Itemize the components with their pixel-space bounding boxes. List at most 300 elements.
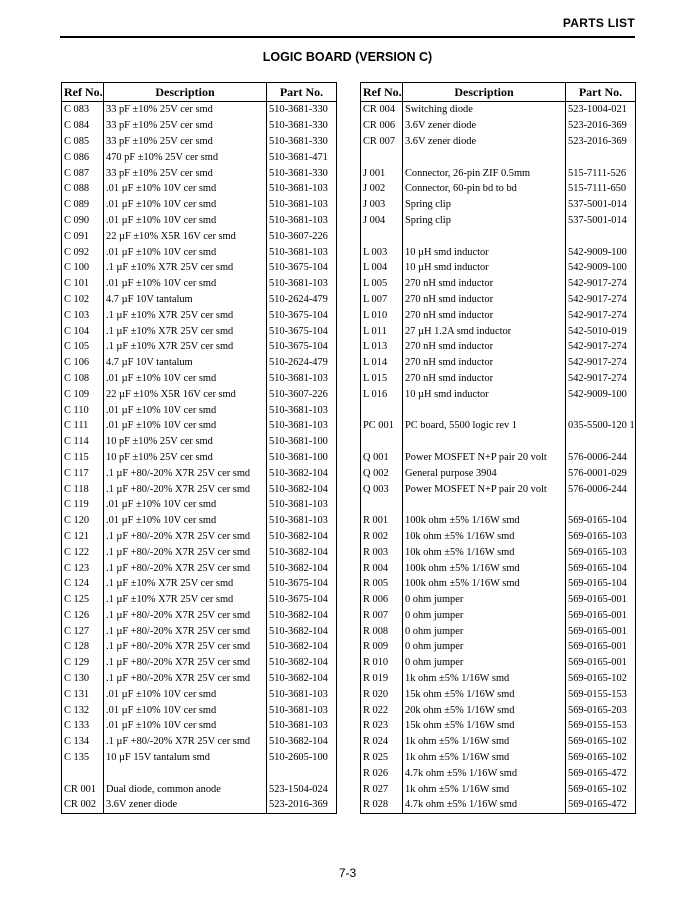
part-no-cell: 510-3681-103 <box>267 276 337 292</box>
description-cell: 15k ohm ±5% 1/16W smd <box>403 686 566 702</box>
description-cell <box>403 149 566 165</box>
part-no-cell <box>566 497 636 513</box>
ref-no-cell: C 129 <box>62 655 104 671</box>
table-row <box>62 497 337 513</box>
ref-no-cell: C 134 <box>62 734 104 750</box>
ref-no-cell: R 003 <box>361 544 403 560</box>
table-row <box>361 292 636 308</box>
table-row <box>62 639 337 655</box>
table-row <box>62 686 337 702</box>
ref-no-header: Ref No. <box>361 83 403 102</box>
table-row <box>361 481 636 497</box>
part-no-cell: 537-5001-014 <box>566 213 636 229</box>
ref-no-cell: C 109 <box>62 386 104 402</box>
description-cell: .01 µF ±10% 10V cer smd <box>104 276 267 292</box>
ref-no-cell: R 026 <box>361 765 403 781</box>
table-row <box>62 465 337 481</box>
table-row <box>62 718 337 734</box>
part-no-cell: 542-9009-100 <box>566 260 636 276</box>
part-no-cell: 569-0165-472 <box>566 765 636 781</box>
ref-no-cell: C 127 <box>62 623 104 639</box>
table-row <box>62 307 337 323</box>
description-cell: 4.7 µF 10V tantalum <box>104 292 267 308</box>
description-cell: 33 pF ±10% 25V cer smd <box>104 118 267 134</box>
part-no-cell: 542-9017-274 <box>566 355 636 371</box>
table-row <box>361 323 636 339</box>
ref-no-cell: C 102 <box>62 292 104 308</box>
description-cell: 1k ohm ±5% 1/16W smd <box>403 734 566 750</box>
table-row <box>62 102 337 118</box>
ref-no-cell: C 124 <box>62 576 104 592</box>
section-title: PARTS LIST <box>562 16 635 30</box>
description-cell <box>403 402 566 418</box>
table-row <box>361 686 636 702</box>
description-cell: 3.6V zener diode <box>403 134 566 150</box>
ref-no-cell: R 027 <box>361 781 403 797</box>
table-row <box>361 513 636 529</box>
table-row <box>62 213 337 229</box>
part-no-cell: 569-0165-102 <box>566 734 636 750</box>
table-row <box>361 228 636 244</box>
part-no-cell: 510-3682-104 <box>267 639 337 655</box>
table-header-row <box>361 83 636 102</box>
description-cell: .1 µF +80/-20% X7R 25V cer smd <box>104 560 267 576</box>
description-cell: .1 µF +80/-20% X7R 25V cer smd <box>104 623 267 639</box>
table-row <box>62 418 337 434</box>
table-row <box>62 655 337 671</box>
part-no-cell: 510-3682-104 <box>267 671 337 687</box>
ref-no-cell: L 010 <box>361 307 403 323</box>
description-cell: .01 µF ±10% 10V cer smd <box>104 402 267 418</box>
ref-no-cell: R 007 <box>361 608 403 624</box>
description-cell: .1 µF +80/-20% X7R 25V cer smd <box>104 655 267 671</box>
table-row <box>62 260 337 276</box>
description-cell: 22 µF ±10% X5R 16V cer smd <box>104 386 267 402</box>
part-no-cell: 510-3675-104 <box>267 576 337 592</box>
table-row <box>361 734 636 750</box>
table-row <box>361 386 636 402</box>
table-row <box>62 608 337 624</box>
description-cell: 4.7k ohm ±5% 1/16W smd <box>403 797 566 813</box>
ref-no-cell: CR 004 <box>361 102 403 118</box>
description-cell: 22 µF ±10% X5R 16V cer smd <box>104 228 267 244</box>
table-row <box>361 497 636 513</box>
part-no-cell: 515-7111-650 <box>566 181 636 197</box>
description-cell <box>104 765 267 781</box>
description-cell: Spring clip <box>403 197 566 213</box>
table-row <box>62 450 337 466</box>
table-row <box>361 165 636 181</box>
part-no-cell: 542-9009-100 <box>566 386 636 402</box>
part-no-cell: 537-5001-014 <box>566 197 636 213</box>
part-no-cell: 576-0006-244 <box>566 481 636 497</box>
parts-table-right <box>360 82 636 814</box>
part-no-cell: 569-0155-153 <box>566 686 636 702</box>
description-cell: 10k ohm ±5% 1/16W smd <box>403 529 566 545</box>
ref-no-header: Ref No. <box>62 83 104 102</box>
description-cell: 27 µH 1.2A smd inductor <box>403 323 566 339</box>
ref-no-cell: L 016 <box>361 386 403 402</box>
table-row <box>62 292 337 308</box>
table-row <box>361 371 636 387</box>
ref-no-cell: C 120 <box>62 513 104 529</box>
part-no-cell: 510-2624-479 <box>267 292 337 308</box>
table-row <box>361 671 636 687</box>
ref-no-cell: Q 003 <box>361 481 403 497</box>
table-row <box>62 781 337 797</box>
ref-no-cell: C 125 <box>62 592 104 608</box>
description-cell: .1 µF +80/-20% X7R 25V cer smd <box>104 544 267 560</box>
ref-no-cell: L 015 <box>361 371 403 387</box>
table-row <box>62 481 337 497</box>
ref-no-cell: R 023 <box>361 718 403 734</box>
table-header-row <box>62 83 337 102</box>
ref-no-cell: C 135 <box>62 750 104 766</box>
part-no-cell: 542-9017-274 <box>566 339 636 355</box>
part-no-cell: 569-0165-001 <box>566 592 636 608</box>
part-no-cell: 510-3675-104 <box>267 307 337 323</box>
table-row <box>62 197 337 213</box>
table-row <box>361 355 636 371</box>
table-row <box>62 702 337 718</box>
ref-no-cell <box>361 149 403 165</box>
description-cell: .01 µF ±10% 10V cer smd <box>104 702 267 718</box>
table-row <box>62 181 337 197</box>
part-no-header: Part No. <box>566 83 636 102</box>
ref-no-cell: C 088 <box>62 181 104 197</box>
table-row <box>62 339 337 355</box>
part-no-cell: 569-0165-104 <box>566 513 636 529</box>
part-no-cell: 510-3682-104 <box>267 734 337 750</box>
table-row <box>361 529 636 545</box>
part-no-cell: 510-3607-226 <box>267 228 337 244</box>
part-no-cell: 576-0001-029 <box>566 465 636 481</box>
description-cell <box>403 434 566 450</box>
part-no-cell: 510-3675-104 <box>267 260 337 276</box>
ref-no-cell: R 024 <box>361 734 403 750</box>
part-no-cell: 542-9017-274 <box>566 276 636 292</box>
part-no-cell: 510-3681-330 <box>267 165 337 181</box>
part-no-cell <box>566 228 636 244</box>
ref-no-cell: C 092 <box>62 244 104 260</box>
ref-no-cell: PC 001 <box>361 418 403 434</box>
part-no-cell: 510-3681-103 <box>267 702 337 718</box>
ref-no-cell: R 002 <box>361 529 403 545</box>
table-row <box>62 734 337 750</box>
description-cell: .01 µF ±10% 10V cer smd <box>104 497 267 513</box>
description-cell: 33 pF ±10% 25V cer smd <box>104 134 267 150</box>
table-row <box>62 544 337 560</box>
part-no-cell: 523-1504-024 <box>267 781 337 797</box>
description-cell: 0 ohm jumper <box>403 592 566 608</box>
description-cell: .1 µF +80/-20% X7R 25V cer smd <box>104 465 267 481</box>
part-no-cell: 510-3682-104 <box>267 623 337 639</box>
table-row <box>62 750 337 766</box>
part-no-header: Part No. <box>267 83 337 102</box>
description-cell: Spring clip <box>403 213 566 229</box>
description-cell: 33 pF ±10% 25V cer smd <box>104 102 267 118</box>
table-row <box>361 450 636 466</box>
table-row <box>361 213 636 229</box>
description-cell: 10 µH smd inductor <box>403 260 566 276</box>
description-header: Description <box>403 83 566 102</box>
part-no-cell: 510-3681-103 <box>267 686 337 702</box>
table-row <box>361 750 636 766</box>
table-row <box>361 639 636 655</box>
description-cell: 10 pF ±10% 25V cer smd <box>104 434 267 450</box>
ref-no-cell: J 004 <box>361 213 403 229</box>
description-cell: 0 ohm jumper <box>403 623 566 639</box>
ref-no-cell <box>361 497 403 513</box>
ref-no-cell: R 028 <box>361 797 403 813</box>
ref-no-cell: L 007 <box>361 292 403 308</box>
description-cell: .01 µF ±10% 10V cer smd <box>104 213 267 229</box>
ref-no-cell: C 085 <box>62 134 104 150</box>
table-row <box>62 765 337 781</box>
part-no-cell: 510-3681-103 <box>267 181 337 197</box>
table-row <box>62 402 337 418</box>
table-row <box>361 134 636 150</box>
table-row <box>361 465 636 481</box>
description-cell: .01 µF ±10% 10V cer smd <box>104 371 267 387</box>
table-row <box>62 434 337 450</box>
description-cell: 0 ohm jumper <box>403 608 566 624</box>
description-cell: 4.7 µF 10V tantalum <box>104 355 267 371</box>
part-no-cell: 510-3682-104 <box>267 608 337 624</box>
ref-no-cell: C 126 <box>62 608 104 624</box>
part-no-cell: 510-3681-100 <box>267 434 337 450</box>
ref-no-cell: R 008 <box>361 623 403 639</box>
part-no-cell: 510-2605-100 <box>267 750 337 766</box>
description-cell: 10k ohm ±5% 1/16W smd <box>403 544 566 560</box>
description-cell: 10 µH smd inductor <box>403 244 566 260</box>
table-row <box>361 560 636 576</box>
description-cell <box>403 497 566 513</box>
description-cell: .1 µF +80/-20% X7R 25V cer smd <box>104 529 267 545</box>
part-no-cell: 510-3682-104 <box>267 481 337 497</box>
description-cell: Switching diode <box>403 102 566 118</box>
ref-no-cell <box>361 228 403 244</box>
ref-no-cell: C 118 <box>62 481 104 497</box>
part-no-cell: 515-7111-526 <box>566 165 636 181</box>
description-cell: .1 µF +80/-20% X7R 25V cer smd <box>104 481 267 497</box>
part-no-cell: 569-0165-104 <box>566 576 636 592</box>
part-no-cell: 569-0165-001 <box>566 655 636 671</box>
ref-no-cell: R 005 <box>361 576 403 592</box>
part-no-cell: 510-3682-104 <box>267 655 337 671</box>
ref-no-cell: C 115 <box>62 450 104 466</box>
part-no-cell: 510-3607-226 <box>267 386 337 402</box>
part-no-cell: 569-0165-001 <box>566 608 636 624</box>
part-no-cell: 510-3675-104 <box>267 592 337 608</box>
table-row <box>361 244 636 260</box>
description-cell: 10 µF 15V tantalum smd <box>104 750 267 766</box>
description-cell: 10 µH smd inductor <box>403 386 566 402</box>
table-row <box>62 355 337 371</box>
ref-no-cell <box>62 765 104 781</box>
part-no-cell <box>566 434 636 450</box>
table-row <box>361 276 636 292</box>
ref-no-cell: R 004 <box>361 560 403 576</box>
ref-no-cell: C 128 <box>62 639 104 655</box>
part-no-cell: 542-5010-019 <box>566 323 636 339</box>
part-no-cell <box>566 149 636 165</box>
table-row <box>62 529 337 545</box>
part-no-cell: 510-3675-104 <box>267 323 337 339</box>
ref-no-cell: C 105 <box>62 339 104 355</box>
table-row <box>361 576 636 592</box>
description-cell: .01 µF ±10% 10V cer smd <box>104 244 267 260</box>
description-cell: .1 µF +80/-20% X7R 25V cer smd <box>104 734 267 750</box>
ref-no-cell: R 019 <box>361 671 403 687</box>
description-cell: .1 µF +80/-20% X7R 25V cer smd <box>104 671 267 687</box>
part-no-cell: 510-3682-104 <box>267 560 337 576</box>
part-no-cell: 510-3681-330 <box>267 134 337 150</box>
table-row <box>62 323 337 339</box>
header-divider <box>60 36 635 38</box>
table-row <box>361 102 636 118</box>
description-cell: Connector, 60-pin bd to bd <box>403 181 566 197</box>
part-no-cell: 510-3681-103 <box>267 718 337 734</box>
table-row <box>361 781 636 797</box>
part-no-cell: 510-3681-103 <box>267 513 337 529</box>
description-cell: 270 nH smd inductor <box>403 292 566 308</box>
ref-no-cell: L 004 <box>361 260 403 276</box>
description-cell: 1k ohm ±5% 1/16W smd <box>403 781 566 797</box>
table-row <box>62 623 337 639</box>
description-cell: 3.6V zener diode <box>403 118 566 134</box>
ref-no-cell: R 001 <box>361 513 403 529</box>
description-cell: .01 µF ±10% 10V cer smd <box>104 181 267 197</box>
description-cell: 1k ohm ±5% 1/16W smd <box>403 671 566 687</box>
description-cell: 470 pF ±10% 25V cer smd <box>104 149 267 165</box>
description-cell: 270 nH smd inductor <box>403 339 566 355</box>
description-cell: 3.6V zener diode <box>104 797 267 813</box>
ref-no-cell: C 103 <box>62 307 104 323</box>
description-cell: .1 µF ±10% X7R 25V cer smd <box>104 307 267 323</box>
description-cell <box>403 228 566 244</box>
description-cell: 20k ohm ±5% 1/16W smd <box>403 702 566 718</box>
table-row <box>361 434 636 450</box>
part-no-cell: 523-1004-021 <box>566 102 636 118</box>
part-no-cell: 569-0165-472 <box>566 797 636 813</box>
part-no-cell: 510-3681-330 <box>267 102 337 118</box>
part-no-cell <box>566 402 636 418</box>
ref-no-cell: C 110 <box>62 402 104 418</box>
description-cell: .1 µF ±10% X7R 25V cer smd <box>104 339 267 355</box>
table-row <box>361 402 636 418</box>
ref-no-cell: CR 006 <box>361 118 403 134</box>
ref-no-cell: R 010 <box>361 655 403 671</box>
ref-no-cell: C 122 <box>62 544 104 560</box>
table-row <box>62 592 337 608</box>
description-cell: Power MOSFET N+P pair 20 volt <box>403 450 566 466</box>
description-cell: 10 pF ±10% 25V cer smd <box>104 450 267 466</box>
table-row <box>62 134 337 150</box>
description-cell: 270 nH smd inductor <box>403 371 566 387</box>
ref-no-cell: R 025 <box>361 750 403 766</box>
description-cell: .1 µF ±10% X7R 25V cer smd <box>104 260 267 276</box>
table-row <box>361 655 636 671</box>
part-no-cell: 569-0165-203 <box>566 702 636 718</box>
part-no-cell: 569-0165-102 <box>566 671 636 687</box>
page-number: 7-3 <box>338 866 357 880</box>
table-row <box>361 702 636 718</box>
ref-no-cell: C 130 <box>62 671 104 687</box>
table-row <box>361 339 636 355</box>
description-header: Description <box>104 83 267 102</box>
ref-no-cell: Q 001 <box>361 450 403 466</box>
table-row <box>62 371 337 387</box>
table-row <box>62 386 337 402</box>
table-row <box>62 149 337 165</box>
description-cell: .01 µF ±10% 10V cer smd <box>104 513 267 529</box>
table-row <box>62 576 337 592</box>
part-no-cell: 523-2016-369 <box>566 118 636 134</box>
description-cell: .01 µF ±10% 10V cer smd <box>104 686 267 702</box>
table-row <box>62 797 337 813</box>
description-cell: 33 pF ±10% 25V cer smd <box>104 165 267 181</box>
table-row <box>62 244 337 260</box>
ref-no-cell: J 002 <box>361 181 403 197</box>
description-cell: .1 µF +80/-20% X7R 25V cer smd <box>104 639 267 655</box>
part-no-cell: 510-3681-330 <box>267 118 337 134</box>
description-cell: 270 nH smd inductor <box>403 276 566 292</box>
description-cell: 270 nH smd inductor <box>403 307 566 323</box>
ref-no-cell: C 123 <box>62 560 104 576</box>
ref-no-cell: CR 001 <box>62 781 104 797</box>
ref-no-cell: L 011 <box>361 323 403 339</box>
ref-no-cell: C 111 <box>62 418 104 434</box>
ref-no-cell: CR 002 <box>62 797 104 813</box>
part-no-cell: 510-3681-103 <box>267 418 337 434</box>
description-cell: .1 µF +80/-20% X7R 25V cer smd <box>104 608 267 624</box>
description-cell: .1 µF ±10% X7R 25V cer smd <box>104 576 267 592</box>
description-cell: General purpose 3904 <box>403 465 566 481</box>
part-no-cell: 569-0165-001 <box>566 623 636 639</box>
part-no-cell: 510-3681-103 <box>267 244 337 260</box>
ref-no-cell <box>361 434 403 450</box>
table-row <box>62 276 337 292</box>
description-cell: .01 µF ±10% 10V cer smd <box>104 418 267 434</box>
part-no-cell: 542-9017-274 <box>566 307 636 323</box>
part-no-cell: 523-2016-369 <box>267 797 337 813</box>
table-row <box>361 718 636 734</box>
ref-no-cell: C 091 <box>62 228 104 244</box>
table-row <box>62 118 337 134</box>
ref-no-cell: R 020 <box>361 686 403 702</box>
part-no-cell: 510-3681-103 <box>267 497 337 513</box>
table-row <box>361 149 636 165</box>
ref-no-cell: C 087 <box>62 165 104 181</box>
table-row <box>361 418 636 434</box>
description-cell: .1 µF ±10% X7R 25V cer smd <box>104 592 267 608</box>
ref-no-cell: CR 007 <box>361 134 403 150</box>
part-no-cell: 569-0165-103 <box>566 529 636 545</box>
part-no-cell: 569-0155-153 <box>566 718 636 734</box>
part-no-cell: 569-0165-102 <box>566 750 636 766</box>
table-row <box>361 181 636 197</box>
description-cell: .1 µF ±10% X7R 25V cer smd <box>104 323 267 339</box>
ref-no-cell: C 101 <box>62 276 104 292</box>
table-row <box>361 797 636 813</box>
part-no-cell: 510-3681-103 <box>267 213 337 229</box>
part-no-cell: 569-0165-103 <box>566 544 636 560</box>
part-no-cell: 523-2016-369 <box>566 134 636 150</box>
part-no-cell: 542-9017-274 <box>566 292 636 308</box>
ref-no-cell: C 121 <box>62 529 104 545</box>
description-cell: 100k ohm ±5% 1/16W smd <box>403 576 566 592</box>
